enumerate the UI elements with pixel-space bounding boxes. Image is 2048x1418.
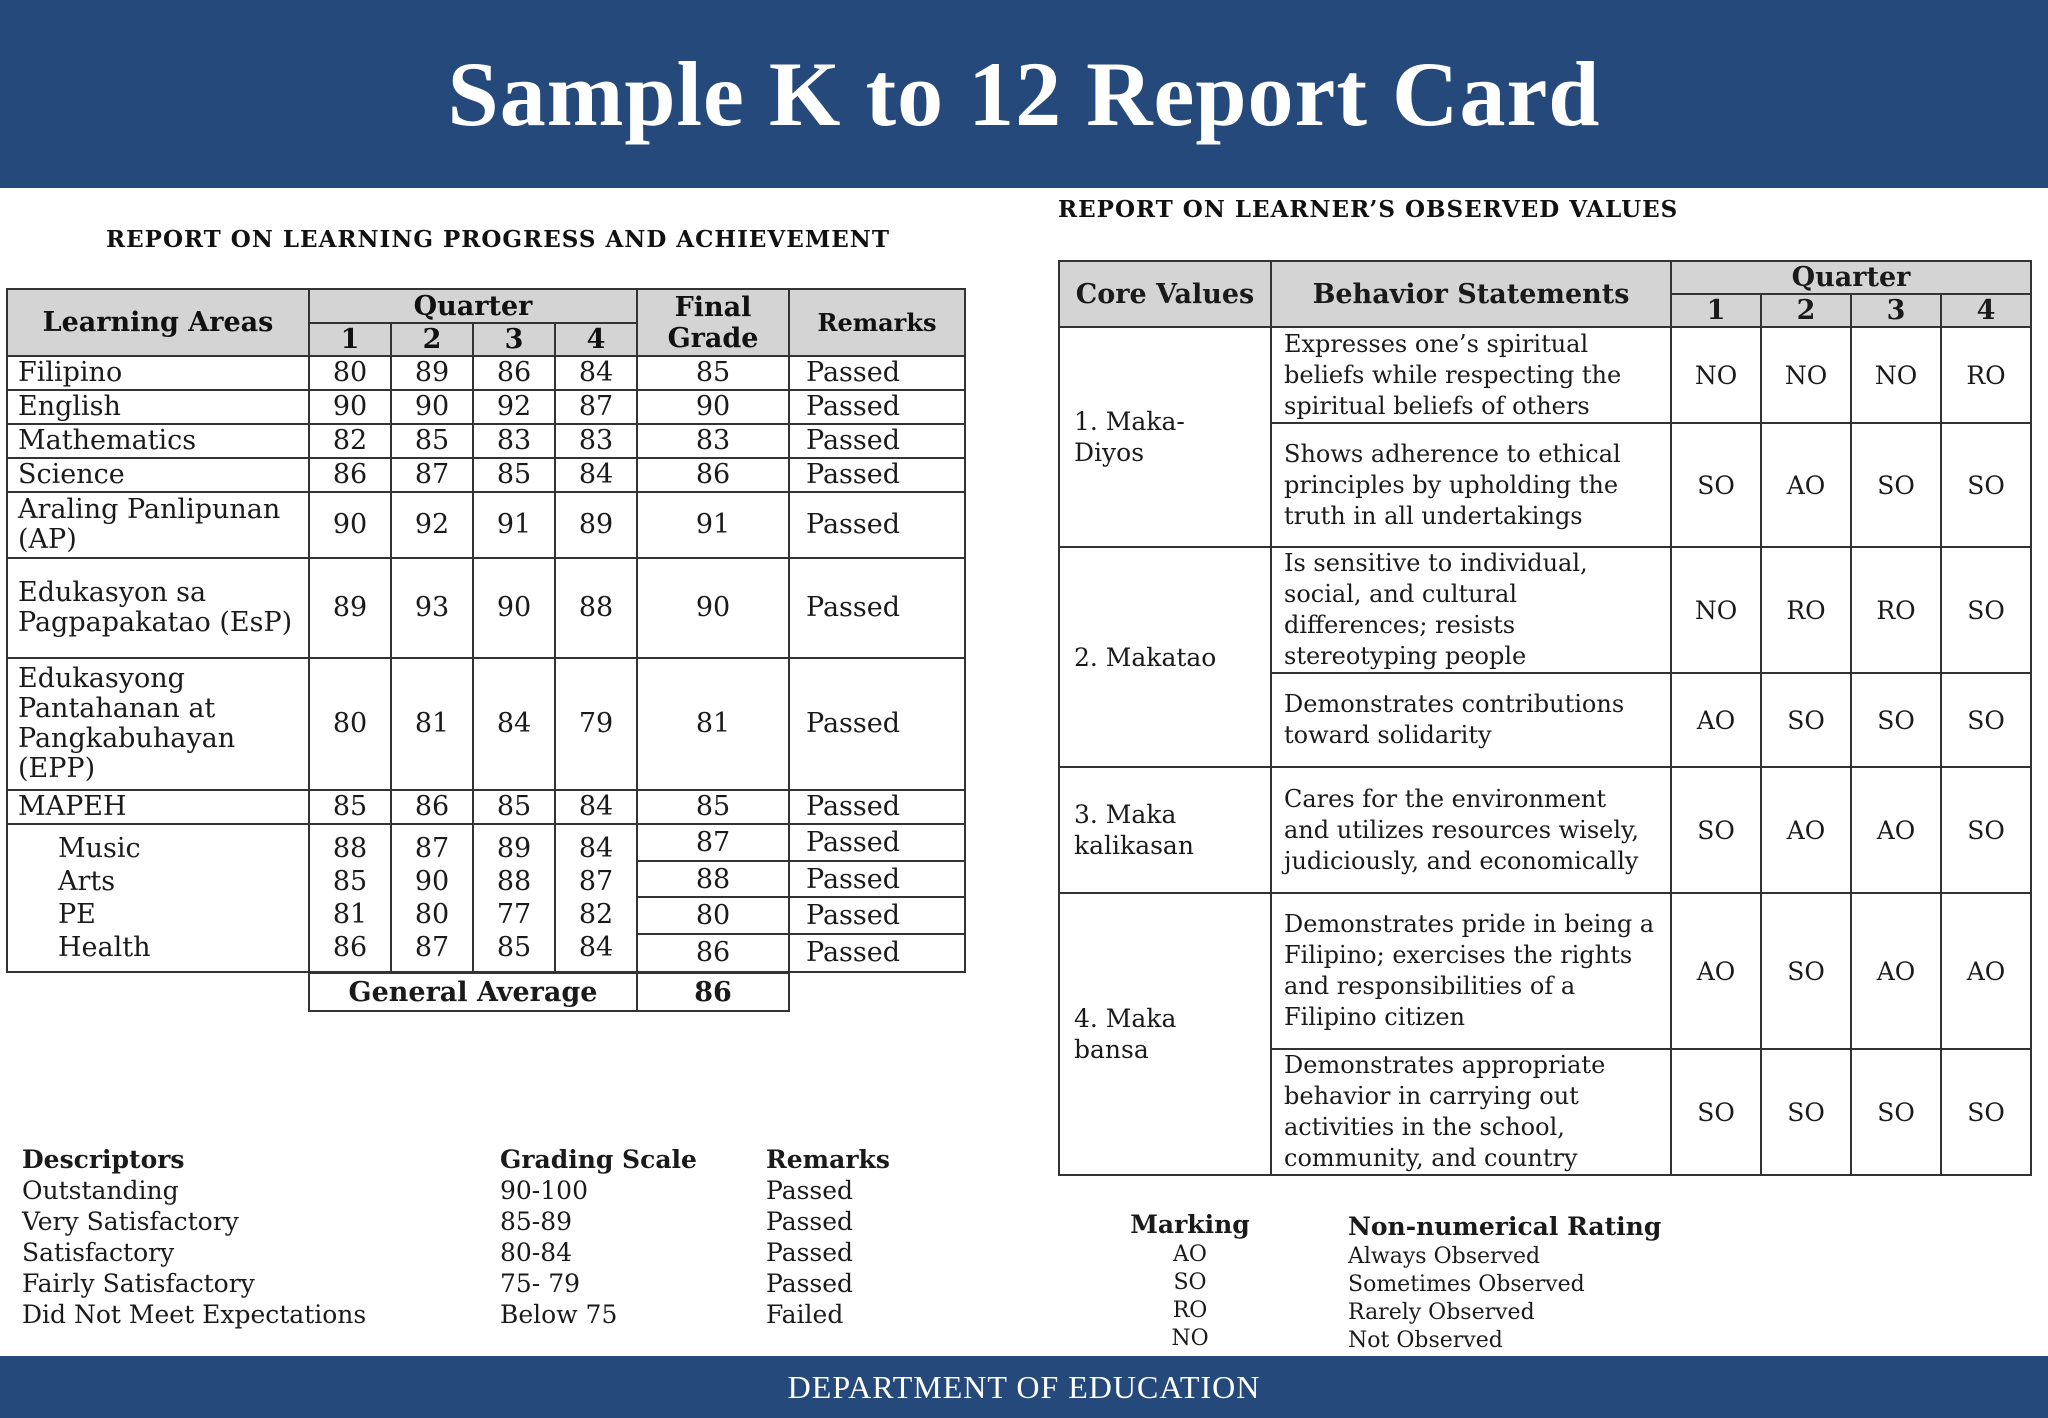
value-mark-cell: NO	[1851, 327, 1941, 423]
quarter-grade-cell: 89	[555, 492, 637, 558]
table-row	[7, 492, 965, 558]
quarter-grade-cell: 90	[391, 390, 473, 424]
descriptor-remark-item: Passed	[766, 1176, 854, 1205]
mapeh-quarter-cell	[391, 824, 473, 972]
marking-code: RO	[1172, 1298, 1208, 1323]
quarter-grade-cell: 85	[473, 458, 555, 492]
final-grade-cell: 90	[637, 390, 789, 424]
grading-scale-header: Grading Scale	[500, 1145, 697, 1174]
learning-area-cell: MAPEH	[7, 790, 309, 824]
observed-values-table	[1058, 260, 2032, 1176]
quarter-grade-cell: 86	[332, 932, 368, 963]
quarter-grade-cell: 85	[496, 932, 532, 963]
table-row	[1059, 767, 2031, 893]
rating-label: Sometimes Observed	[1348, 1272, 1585, 1297]
final-grade-cell: 81	[637, 658, 789, 790]
learning-area-cell: Science	[7, 458, 309, 492]
final-grade-cell: 83	[637, 424, 789, 458]
table-row	[7, 356, 965, 390]
quarter-grade-cell: 90	[473, 558, 555, 658]
quarter-grade-cell: 84	[473, 658, 555, 790]
quarter-grade-cell: 80	[309, 658, 391, 790]
final-grade-cell: 85	[637, 356, 789, 390]
grading-scale-item: 90-100	[500, 1176, 588, 1205]
mapeh-subject-label: Music	[58, 833, 141, 864]
descriptor-item: Did Not Meet Expectations	[22, 1300, 367, 1329]
value-mark-cell: AO	[1671, 673, 1761, 767]
grading-scale-column	[500, 1144, 697, 1330]
table-row	[7, 424, 965, 458]
value-mark-cell: NO	[1761, 327, 1851, 423]
quarter-grade-cell: 87	[414, 833, 450, 864]
general-average-label: General Average	[309, 973, 637, 1011]
behavior-statement-cell: Demonstrates pride in being a Filipino; exercises the rights and responsibilities of a Filipino citizen	[1271, 893, 1671, 1049]
mapeh-quarter-cell	[555, 824, 637, 972]
mapeh-final-cell	[637, 824, 789, 972]
behavior-statement-cell: Expresses one’s spiritual beliefs while respecting the spiritual beliefs of others	[1271, 327, 1671, 423]
table-row	[7, 558, 965, 658]
learning-area-cell: Edukasyon sa Pagpapakatao (EsP)	[7, 558, 309, 658]
quarter-grade-cell: 85	[309, 790, 391, 824]
final-grade-cell: 88	[638, 862, 788, 899]
marking-code: AO	[1173, 1242, 1207, 1267]
value-mark-cell: SO	[1761, 893, 1851, 1049]
quarter-grade-cell: 81	[391, 658, 473, 790]
remark-cell: Passed	[789, 390, 965, 424]
core-value-cell: 1. Maka- Diyos	[1059, 327, 1271, 547]
quarter-grade-cell: 77	[496, 899, 532, 930]
mapeh-quarter-cell	[473, 824, 555, 972]
general-average-table	[308, 972, 790, 1012]
final-grade-cell: 91	[637, 492, 789, 558]
quarter-grade-cell: 88	[555, 558, 637, 658]
mapeh-subjects-cell	[7, 824, 309, 972]
remarks-header: Remarks	[789, 289, 965, 356]
mapeh-quarter-cell	[309, 824, 391, 972]
learning-area-cell: English	[7, 390, 309, 424]
descriptors-column	[22, 1144, 366, 1330]
remark-cell: Passed	[806, 936, 901, 968]
value-mark-cell: SO	[1761, 673, 1851, 767]
value-mark-cell: AO	[1761, 767, 1851, 893]
quarter-header: Quarter	[309, 289, 637, 323]
remark-cell: Passed	[790, 825, 964, 862]
general-average-value: 86	[637, 973, 789, 1011]
quarter-grade-cell: 93	[391, 558, 473, 658]
descriptor-remarks-header: Remarks	[766, 1145, 890, 1174]
value-mark-cell: AO	[1851, 893, 1941, 1049]
quarter-grade-cell: 82	[309, 424, 391, 458]
footer-text: DEPARTMENT OF EDUCATION	[787, 1368, 1261, 1405]
marking-column	[1120, 1208, 1260, 1353]
value-mark-cell: SO	[1671, 423, 1761, 547]
quarter-2-header: 2	[391, 323, 473, 356]
quarter-grade-cell: 86	[309, 458, 391, 492]
descriptor-remark-item: Failed	[766, 1300, 844, 1329]
learning-area-cell: Edukasyong Pantahanan at Pangkabuhayan (EPP)	[7, 658, 309, 790]
remark-cell: Passed	[789, 658, 965, 790]
marking-code: SO	[1173, 1270, 1207, 1295]
descriptor-item: Very Satisfactory	[22, 1207, 239, 1236]
rating-column	[1348, 1210, 1661, 1355]
value-mark-cell: SO	[1851, 423, 1941, 547]
values-quarter-header: Quarter	[1671, 261, 2031, 294]
table-row	[7, 458, 965, 492]
behavior-statement-cell: Is sensitive to individual, social, and cultural differences; resists stereotyping people	[1271, 547, 1671, 673]
quarter-grade-cell: 89	[391, 356, 473, 390]
core-value-cell: 4. Maka bansa	[1059, 893, 1271, 1175]
remark-cell: Passed	[790, 862, 964, 899]
title-banner	[0, 0, 2048, 188]
quarter-grade-cell: 87	[391, 458, 473, 492]
value-mark-cell: RO	[1761, 547, 1851, 673]
descriptor-item: Satisfactory	[22, 1238, 175, 1267]
value-mark-cell: AO	[1941, 893, 2031, 1049]
learning-progress-table	[6, 288, 966, 973]
grading-scale-item: Below 75	[500, 1300, 618, 1329]
quarter-grade-cell: 85	[391, 424, 473, 458]
quarter-grade-cell: 82	[578, 899, 614, 930]
behavior-statement-cell: Cares for the environment and utilizes resources wisely, judiciously, and economically	[1271, 767, 1671, 893]
quarter-grade-cell: 87	[578, 866, 614, 897]
behavior-statement-cell: Demonstrates contributions toward solidarity	[1271, 673, 1671, 767]
core-value-cell: 2. Makatao	[1059, 547, 1271, 767]
value-mark-cell: NO	[1671, 327, 1761, 423]
mapeh-sub-block	[7, 824, 965, 972]
table-row	[7, 658, 965, 790]
values-quarter-4-header: 4	[1941, 294, 2031, 327]
remark-cell: Passed	[789, 458, 965, 492]
value-mark-cell: SO	[1941, 673, 2031, 767]
rating-label: Rarely Observed	[1348, 1300, 1535, 1325]
values-quarter-1-header: 1	[1671, 294, 1761, 327]
quarter-4-header: 4	[555, 323, 637, 356]
quarter-grade-cell: 92	[391, 492, 473, 558]
values-quarter-2-header: 2	[1761, 294, 1851, 327]
quarter-grade-cell: 90	[414, 866, 450, 897]
core-value-cell: 3. Maka kalikasan	[1059, 767, 1271, 893]
final-grade-cell: 85	[637, 790, 789, 824]
quarter-grade-cell: 87	[555, 390, 637, 424]
table-row	[1059, 547, 2031, 673]
final-grade-cell: 87	[638, 825, 788, 862]
final-grade-cell: 80	[638, 898, 788, 935]
behavior-statements-header: Behavior Statements	[1271, 261, 1671, 327]
quarter-grade-cell: 88	[496, 866, 532, 897]
value-mark-cell: AO	[1761, 423, 1851, 547]
quarter-grade-cell: 91	[473, 492, 555, 558]
mapeh-subject-label: Health	[58, 932, 151, 963]
page-title: Sample K to 12 Report Card	[447, 43, 1601, 145]
learning-areas-header: Learning Areas	[7, 289, 309, 356]
quarter-grade-cell: 84	[555, 356, 637, 390]
descriptors-header: Descriptors	[22, 1145, 185, 1174]
behavior-statement-cell: Shows adherence to ethical principles by upholding the truth in all undertakings	[1271, 423, 1671, 547]
quarter-3-header: 3	[473, 323, 555, 356]
quarter-grade-cell: 79	[555, 658, 637, 790]
quarter-1-header: 1	[309, 323, 391, 356]
value-mark-cell: SO	[1761, 1049, 1851, 1175]
value-mark-cell: SO	[1671, 1049, 1761, 1175]
value-mark-cell: SO	[1941, 547, 2031, 673]
quarter-grade-cell: 84	[555, 458, 637, 492]
table-row	[7, 790, 965, 824]
quarter-grade-cell: 80	[414, 899, 450, 930]
rating-header: Non-numerical Rating	[1348, 1212, 1662, 1241]
value-mark-cell: SO	[1851, 1049, 1941, 1175]
quarter-grade-cell: 92	[473, 390, 555, 424]
final-grade-cell: 86	[637, 458, 789, 492]
descriptor-item: Fairly Satisfactory	[22, 1269, 255, 1298]
final-grade-cell: 90	[637, 558, 789, 658]
remark-cell: Passed	[789, 356, 965, 390]
remark-cell: Passed	[789, 492, 965, 558]
grading-scale-item: 80-84	[500, 1238, 573, 1267]
behavior-statement-cell: Demonstrates appropriate behavior in carrying out activities in the school, community, and country	[1271, 1049, 1671, 1175]
remark-cell: Passed	[789, 424, 965, 458]
learning-area-cell: Araling Panlipunan (AP)	[7, 492, 309, 558]
quarter-grade-cell: 83	[473, 424, 555, 458]
quarter-grade-cell: 86	[473, 356, 555, 390]
learning-area-cell: Mathematics	[7, 424, 309, 458]
quarter-grade-cell: 90	[309, 492, 391, 558]
mapeh-remarks-cell	[789, 824, 965, 972]
table-row	[7, 390, 965, 424]
quarter-grade-cell: 86	[391, 790, 473, 824]
core-values-header: Core Values	[1059, 261, 1271, 327]
quarter-grade-cell: 88	[332, 833, 368, 864]
value-mark-cell: AO	[1851, 767, 1941, 893]
quarter-grade-cell: 80	[309, 356, 391, 390]
progress-section-title: REPORT ON LEARNING PROGRESS AND ACHIEVEMENT	[106, 226, 890, 253]
value-mark-cell: RO	[1851, 547, 1941, 673]
marking-header: Marking	[1130, 1210, 1250, 1239]
values-section-title: REPORT ON LEARNER’S OBSERVED VALUES	[1058, 196, 1679, 223]
quarter-grade-cell: 81	[332, 899, 368, 930]
quarter-grade-cell: 83	[555, 424, 637, 458]
learning-area-cell: Filipino	[7, 356, 309, 390]
value-mark-cell: NO	[1671, 547, 1761, 673]
descriptor-remark-item: Passed	[766, 1238, 854, 1267]
rating-label: Always Observed	[1348, 1244, 1541, 1269]
value-mark-cell: RO	[1941, 327, 2031, 423]
quarter-grade-cell: 89	[309, 558, 391, 658]
descriptor-item: Outstanding	[22, 1176, 179, 1205]
quarter-grade-cell: 87	[414, 932, 450, 963]
quarter-grade-cell: 84	[578, 833, 614, 864]
marking-code: NO	[1171, 1326, 1209, 1351]
remark-cell: Passed	[789, 558, 965, 658]
descriptor-remark-item: Passed	[766, 1269, 854, 1298]
quarter-grade-cell: 85	[473, 790, 555, 824]
rating-label: Not Observed	[1348, 1328, 1503, 1353]
final-grade-header: Final Grade	[637, 289, 789, 356]
descriptor-remark-item: Passed	[766, 1207, 854, 1236]
table-row	[1059, 893, 2031, 1049]
value-mark-cell: SO	[1671, 767, 1761, 893]
value-mark-cell: SO	[1851, 673, 1941, 767]
quarter-grade-cell: 84	[578, 932, 614, 963]
quarter-grade-cell: 90	[309, 390, 391, 424]
final-grade-cell: 86	[695, 936, 731, 968]
quarter-grade-cell: 85	[332, 866, 368, 897]
remark-cell: Passed	[790, 898, 964, 935]
value-mark-cell: SO	[1941, 423, 2031, 547]
descriptor-remarks-column	[766, 1144, 890, 1330]
grading-scale-item: 75- 79	[500, 1269, 581, 1298]
values-quarter-3-header: 3	[1851, 294, 1941, 327]
value-mark-cell: AO	[1671, 893, 1761, 1049]
footer-bar	[0, 1356, 2048, 1418]
value-mark-cell: SO	[1941, 767, 2031, 893]
mapeh-subject-label: Arts	[58, 866, 116, 897]
value-mark-cell: SO	[1941, 1049, 2031, 1175]
mapeh-subject-label: PE	[58, 899, 96, 930]
grading-scale-item: 85-89	[500, 1207, 573, 1236]
table-row	[1059, 327, 2031, 423]
quarter-grade-cell: 89	[496, 833, 532, 864]
quarter-grade-cell: 84	[555, 790, 637, 824]
remark-cell: Passed	[789, 790, 965, 824]
